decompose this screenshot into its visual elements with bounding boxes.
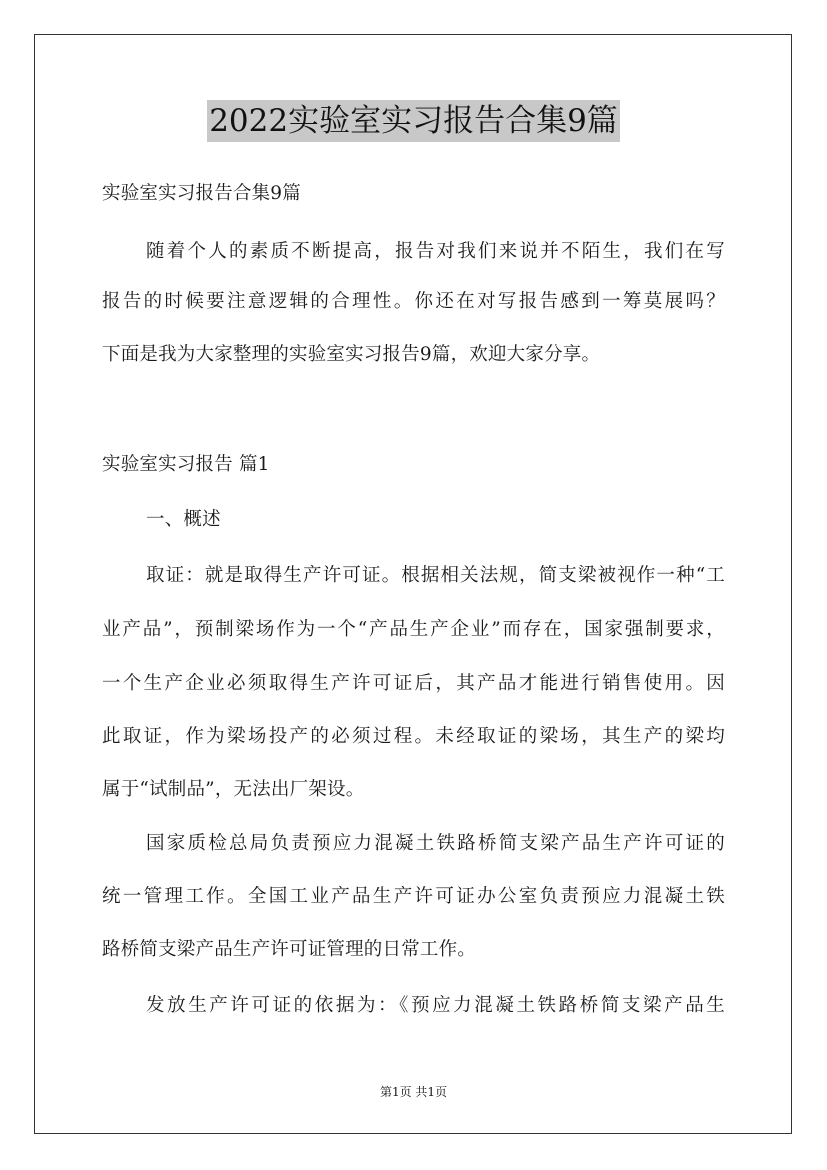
para2-line-1: 国家质检总局负责预应力混凝土铁路桥简支梁产品生产许可证的 xyxy=(146,833,725,854)
intro-line-2: 报告的时候要注意逻辑的合理性。你还在对写报告感到一筹莫展吗？ xyxy=(102,291,725,312)
document-subtitle: 实验室实习报告合集9篇 xyxy=(102,183,301,204)
para1-line-3: 一个生产企业必须取得生产许可证后，其产品才能进行销售使用。因 xyxy=(102,673,725,694)
para1-line-1: 取证：就是取得生产许可证。根据相关法规，简支梁被视作一种“工 xyxy=(146,565,725,586)
page-footer: 第1页 共1页 xyxy=(379,1085,448,1099)
intro-line-3: 下面是我为大家整理的实验室实习报告9篇，欢迎大家分享。 xyxy=(102,344,601,365)
document-title: 2022实验室实习报告合集9篇 xyxy=(207,100,620,142)
section-heading: 实验室实习报告 篇1 xyxy=(102,454,270,475)
para3-line-1: 发放生产许可证的依据为：《预应力混凝土铁路桥简支梁产品生 xyxy=(146,995,725,1016)
para1-line-2: 业产品”，预制梁场作为一个“产品生产企业”而存在，国家强制要求， xyxy=(102,619,725,640)
intro-line-1: 随着个人的素质不断提高，报告对我们来说并不陌生，我们在写 xyxy=(146,241,725,262)
title-container xyxy=(0,100,827,142)
sub-heading: 一、概述 xyxy=(146,509,221,530)
para1-line-5: 属于“试制品”，无法出厂架设。 xyxy=(102,779,365,800)
para2-line-3: 路桥简支梁产品生产许可证管理的日常工作。 xyxy=(102,939,477,960)
para1-line-4: 此取证，作为梁场投产的必须过程。未经取证的梁场，其生产的梁均 xyxy=(102,726,725,747)
para2-line-2: 统一管理工作。全国工业产品生产许可证办公室负责预应力混凝土铁 xyxy=(102,886,725,907)
